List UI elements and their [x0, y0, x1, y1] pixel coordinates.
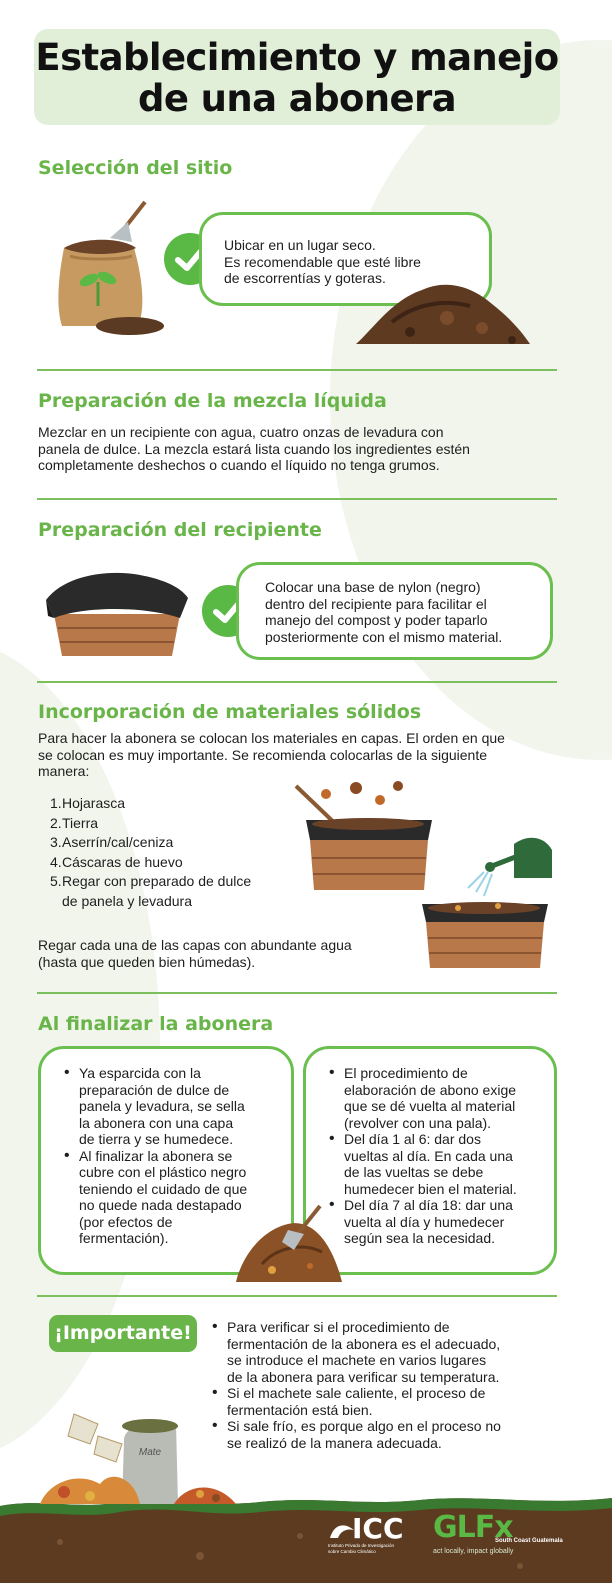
section-heading-site: Selección del sitio — [38, 157, 233, 179]
section-divider — [37, 1295, 557, 1297]
list-item: • Del día 1 al 6: dar dos vueltas al día. En cada una de las vueltas se debe humedecer bien el material. — [327, 1131, 553, 1197]
paragraph-line: panela de dulce. La mezcla estará lista cuando los ingredientes estén — [38, 440, 470, 457]
glfx-name: GLFx — [433, 1510, 513, 1545]
list-item: 3. Aserrín/cal/ceniza — [50, 834, 174, 850]
solids-intro — [38, 730, 574, 780]
list-item: • Si el machete sale caliente, el proceso de fermentación está bien. — [210, 1385, 560, 1418]
list-item: • Si sale frío, es porque algo en el proceso no se realizó de la manera adecuada. — [210, 1418, 560, 1451]
list-item: • Del día 7 al día 18: dar una vuelta al día y humedecer según sea la necesidad. — [327, 1197, 553, 1247]
shovel-icon — [232, 1204, 346, 1284]
container-bubble — [236, 562, 553, 660]
list-item: 5. Regar con preparado de dulce de panela y levadura — [50, 873, 252, 909]
liquid-paragraph — [38, 424, 574, 474]
compost-bin-icon — [44, 568, 190, 660]
section-heading-solids: Incorporación de materiales sólidos — [38, 701, 422, 723]
list-item: • Al finalizar la abonera se cubre con el plástico negro teniendo el cuidado de que no quede nada destapado (por efectos de fermentación). — [62, 1148, 282, 1247]
glfx-logo — [433, 1512, 573, 1560]
bubble-line: posteriormente con el mismo material. — [265, 628, 503, 645]
list-item: • Ya esparcida con la preparación de dulce de panela y levadura, se sella la abonera con una capa de tierra y se humedece. — [62, 1065, 282, 1148]
bubble-line: dentro del recipiente para facilitar el — [265, 595, 487, 612]
page-title — [34, 29, 560, 125]
paragraph-line: (hasta que queden bien húmedas). — [38, 953, 256, 970]
list-item: • El procedimiento de elaboración de abono exige que se dé vuelta al material (revolver con una pala). — [327, 1065, 553, 1131]
materials-list — [38, 794, 288, 911]
paragraph-line: Mezclar en un recipiente con agua, cuatro onzas de levadura con — [38, 424, 444, 440]
list-item: 1. Hojarasca — [50, 795, 126, 811]
finish-right-list — [327, 1065, 553, 1247]
sack-label: Mate — [138, 1447, 162, 1458]
solids-outro — [38, 937, 418, 970]
section-heading-finish: Al finalizar la abonera — [38, 1013, 274, 1035]
section-heading-container: Preparación del recipiente — [38, 519, 322, 541]
bubble-line: de escorrentías y goteras. — [224, 270, 386, 286]
section-divider — [37, 369, 557, 371]
paragraph-line: manera: — [38, 763, 90, 779]
icc-subtitle: Instituto Privado de Investigación sobre Cambio Climático — [328, 1543, 395, 1554]
list-item: 4. Cáscaras de huevo — [50, 853, 183, 870]
glfx-subtitle: South Coast Guatemala — [495, 1538, 563, 1544]
glfx-tagline: act locally, impact globally — [433, 1548, 514, 1555]
list-item: 2. Tierra — [50, 814, 99, 831]
bubble-line: Colocar una base de nylon (negro) — [265, 579, 481, 595]
watering-can-icon — [418, 826, 562, 972]
section-divider — [37, 681, 557, 683]
paragraph-line: Para hacer la abonera se colocan los materiales en capas. El orden en que — [38, 730, 505, 746]
list-item: • Para verificar si el procedimiento de fermentación de la abonera es el adecuado, se introduce el machete en varios lugares de la abonera para verificar su temperatura. — [210, 1319, 560, 1385]
soil-pile-icon — [352, 270, 532, 350]
bubble-line: Ubicar en un lugar seco. — [224, 237, 376, 253]
icc-name: ICC — [352, 1512, 404, 1545]
paragraph-line: Regar cada una de las capas con abundante agua — [38, 937, 352, 953]
section-heading-liquid: Preparación de la mezcla líquida — [38, 390, 387, 412]
icc-logo — [328, 1514, 418, 1554]
compost-sack-icon — [50, 198, 170, 338]
paragraph-line: se colocan es muy importante. Se recomienda colocarlas de la siguiente — [38, 746, 488, 763]
bubble-line: manejo del compost y poder taparlo — [265, 612, 488, 628]
important-list — [210, 1319, 560, 1451]
important-badge: ¡Importante! — [49, 1315, 197, 1352]
section-divider — [37, 498, 557, 500]
section-divider — [37, 992, 557, 994]
bubble-line: Es recomendable que esté libre — [224, 253, 421, 270]
title-line-2: de una abonera — [137, 77, 457, 120]
paragraph-line: completamente deshechos o cuando el líquido no tenga grumos. — [38, 457, 440, 473]
title-line-1: Establecimiento y manejo — [35, 36, 559, 79]
